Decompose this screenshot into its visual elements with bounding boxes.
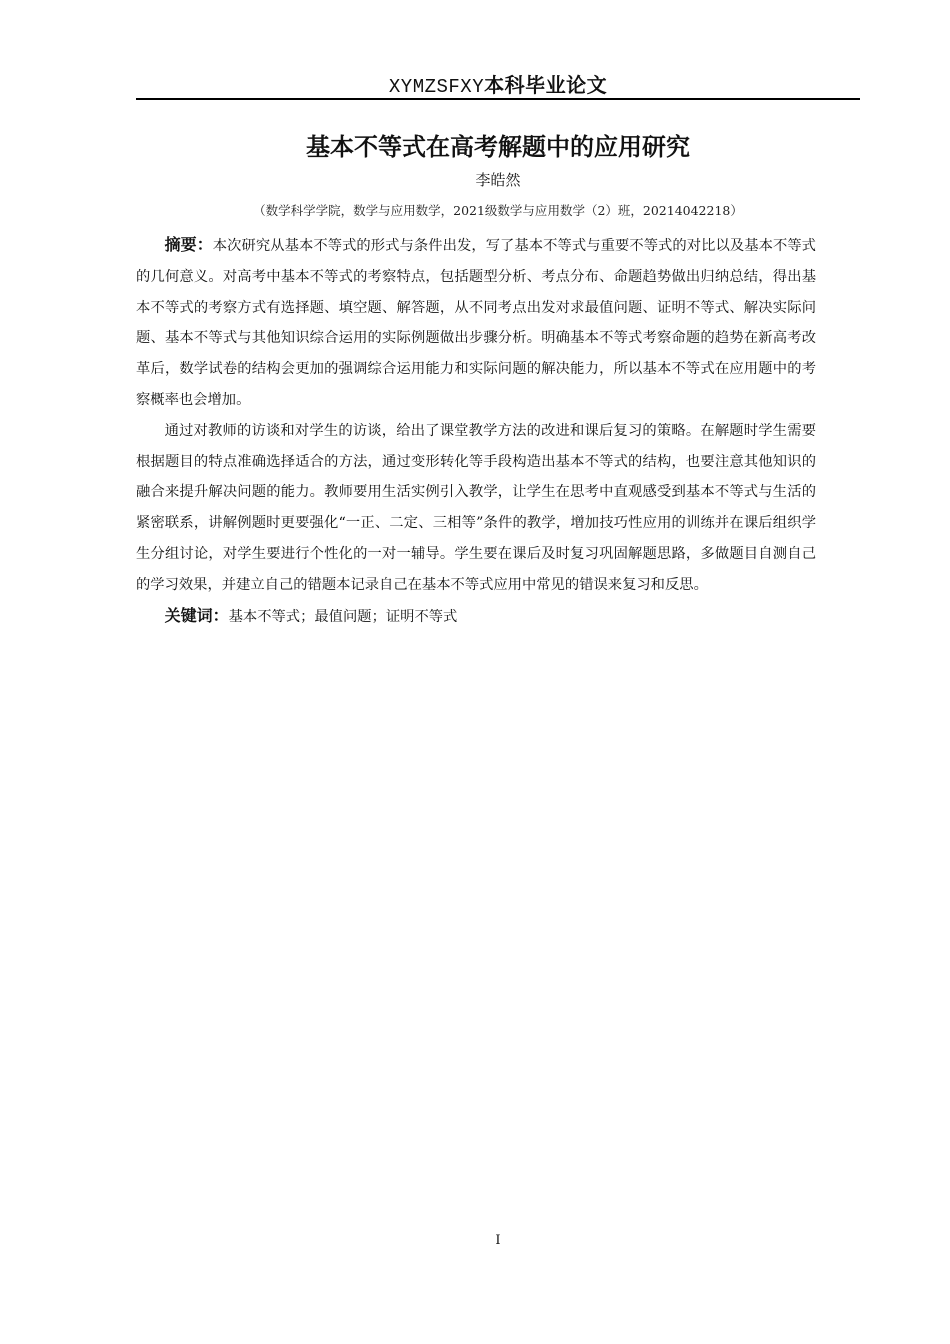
header-rule: [136, 98, 860, 100]
abstract-label: 摘要：: [164, 235, 213, 254]
paper-title: 基本不等式在高考解题中的应用研究: [306, 133, 690, 161]
abstract-section: [136, 230, 816, 632]
running-header: [136, 72, 860, 100]
keywords-text: 基本不等式；最值问题；证明不等式: [228, 608, 458, 625]
keywords-label: 关键词：: [164, 605, 229, 625]
header-code: XYMZSFXY: [388, 76, 485, 98]
abstract-text-1: 本次研究从基本不等式的形式与条件出发，写了基本不等式与重要不等式的对比以及基本不等式的几何意义。对高考中基本不等式的考察特点，包括题型分析、考点分布、命题趋势做出归纳总结，得出基本不等式的考察方式有选择题、填空题、解答题，从不同考点出发对求最值问题、证明不等式、解决实际问题、基本不等式与其他知识综合运用的实际例题做出步骤分析。明确基本不等式考察命题的趋势在新高考改革后，数学试卷的结构会更加的强调综合运用能力和实际问题的解决能力，所以基本不等式在应用题中的考察概率也会增加。: [136, 238, 816, 408]
affiliation: （数学科学学院，数学与应用数学，2021级数学与应用数学（2）班，20214042218）: [253, 203, 743, 218]
author-name: 李皓然: [475, 171, 521, 189]
abstract-paragraph-1: [136, 230, 816, 416]
keywords-line: [136, 601, 816, 633]
abstract-paragraph-2: 通过对教师的访谈和对学生的访谈，给出了课堂教学方法的改进和课后复习的策略。在解题时学生需要根据题目的特点准确选择适合的方法，通过变形转化等手段构造出基本不等式的结构，也要注意其他知识的融合来提升解决问题的能力。教师要用生活实例引入教学，让学生在思考中直观感受到基本不等式与生活的紧密联系，讲解例题时更要强化“一正、二定、三相等”条件的教学，增加技巧性应用的训练并在课后组织学生分组讨论，对学生要进行个性化的一对一辅导。学生要在课后及时复习巩固解题思路，多做题目自测自己的学习效果，并建立自己的错题本记录自己在基本不等式应用中常见的错误来复习和反思。: [136, 422, 816, 593]
header-label: 本科毕业论文: [484, 73, 608, 97]
page-number: I: [495, 1233, 501, 1248]
